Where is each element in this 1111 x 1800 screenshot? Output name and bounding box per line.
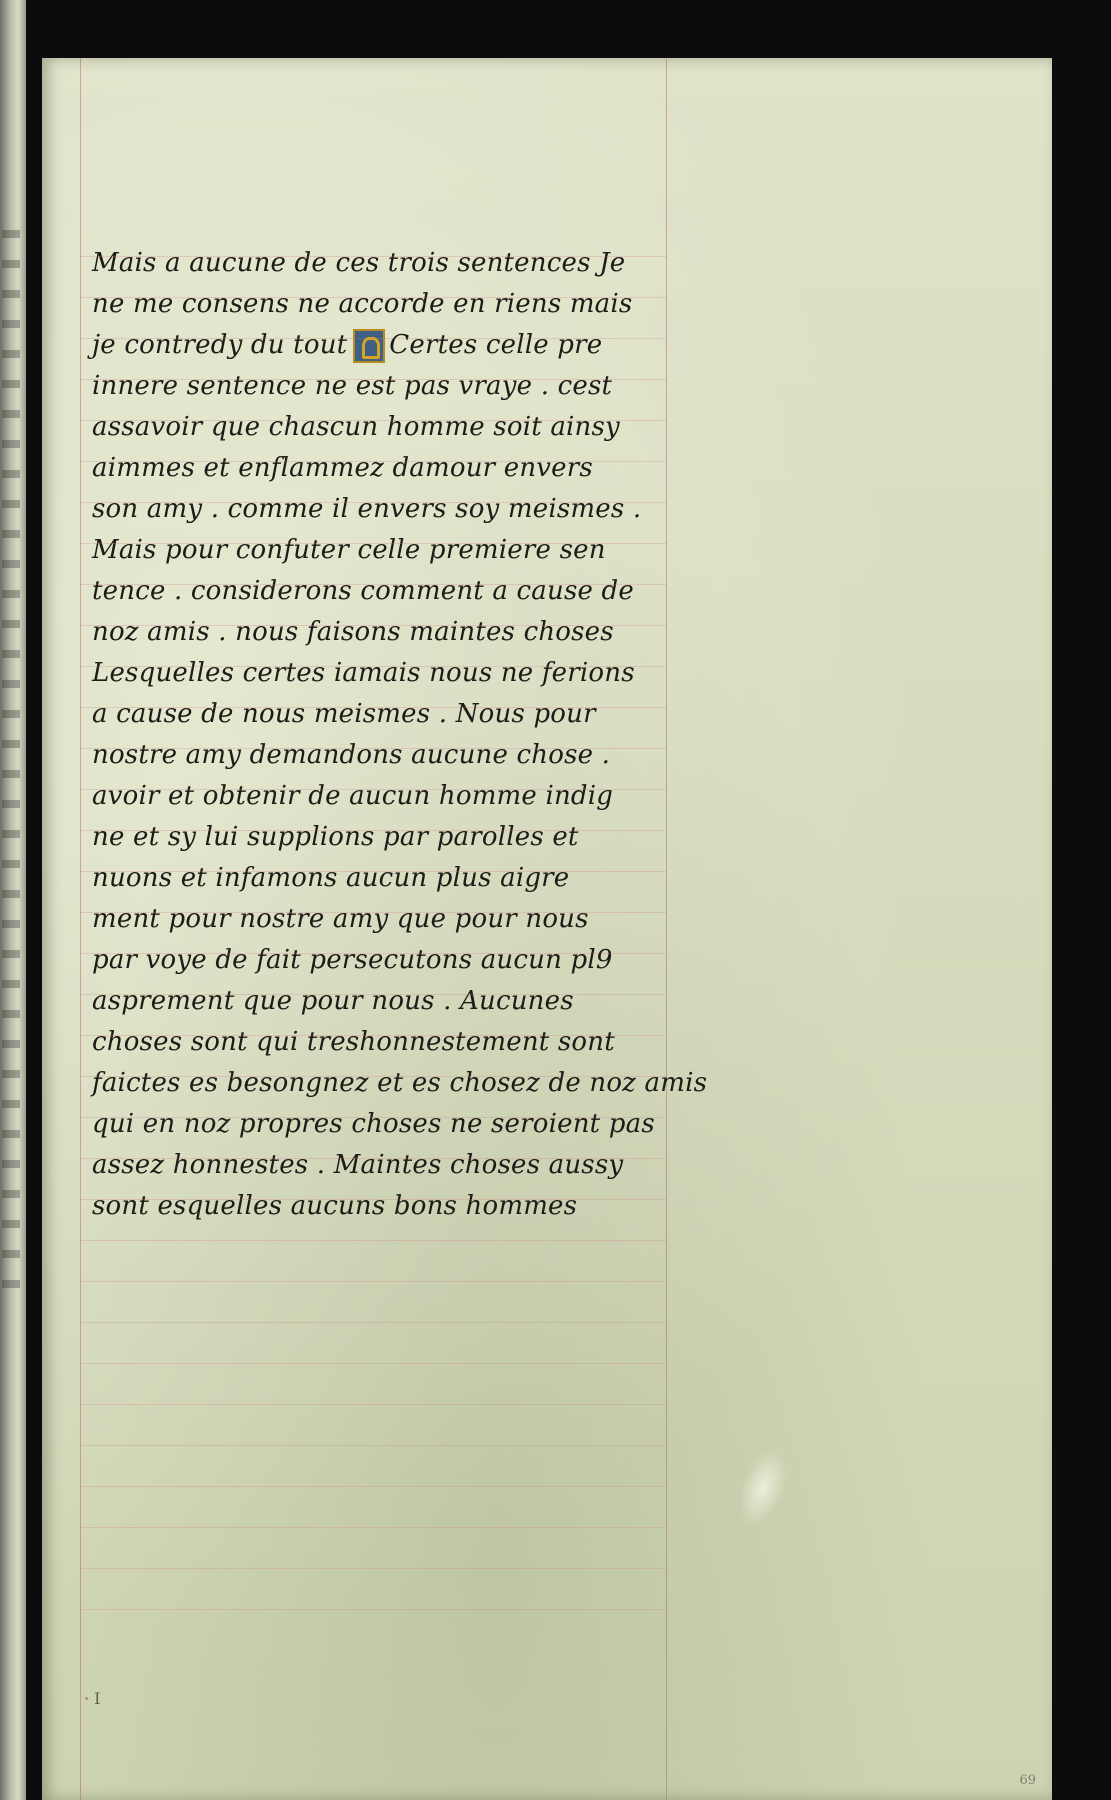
text-line: tence . considerons comment a cause de (92, 576, 634, 606)
ruling-line (80, 584, 666, 585)
ruling-line (80, 953, 666, 954)
text-line-start: je contredy du tout (92, 330, 348, 360)
ruling-line (80, 1035, 666, 1036)
text-line: sont esquelles aucuns bons hommes (92, 1191, 578, 1221)
text-line: ne et sy lui supplions par parolles et (92, 822, 579, 852)
ruling-line (80, 543, 666, 544)
ruling-line (80, 1240, 666, 1241)
text-line: assavoir que chascun homme soit ainsy (92, 412, 620, 442)
text-line: par voye de fait persecutons aucun pl9 (92, 945, 613, 975)
ruling-line (80, 1527, 666, 1528)
text-line: avoir et obtenir de aucun homme indig (92, 781, 614, 811)
text-line: son amy . comme il envers soy meismes . (92, 494, 642, 524)
text-line: ne me consens ne accorde en riens mais (92, 289, 633, 319)
parchment-stain (730, 1443, 797, 1533)
ruling-line (80, 748, 666, 749)
folio-number: 69 (1019, 1773, 1036, 1788)
text-line: noz amis . nous faisons maintes choses (92, 617, 614, 647)
text-line (92, 325, 812, 366)
ruling-line (80, 625, 666, 626)
ruling-line (80, 338, 666, 339)
text-line: asprement que pour nous . Aucunes (92, 986, 574, 1016)
ruling-line (80, 297, 666, 298)
ruling-line (80, 1117, 666, 1118)
ruling-line (80, 666, 666, 667)
ruling-left (80, 58, 81, 1800)
text-line: assez honnestes . Maintes choses aussy (92, 1150, 624, 1180)
text-line: innere sentence ne est pas vraye . cest (92, 371, 613, 401)
ruling-line (80, 1609, 666, 1610)
ruling-line (80, 502, 666, 503)
text-line: Mais pour confuter celle premiere sen (92, 535, 606, 565)
text-line: faictes es besongnez et es chosez de noz amis (92, 1068, 708, 1098)
text-line: nuons et infamons aucun plus aigre (92, 863, 570, 893)
ruling-line (80, 994, 666, 995)
text-line: aimmes et enflammez damour envers (92, 453, 593, 483)
ruling-line (80, 1076, 666, 1077)
ruling-line (80, 912, 666, 913)
ruling-line (80, 1281, 666, 1282)
ruling-line (80, 1486, 666, 1487)
text-line: nostre amy demandons aucune chose . (92, 740, 611, 770)
text-line: qui en noz propres choses ne seroient pas (92, 1109, 655, 1139)
text-line: choses sont qui treshonnestement sont (92, 1027, 615, 1057)
ruling-line (80, 379, 666, 380)
ruling-line (80, 1199, 666, 1200)
ruling-line (80, 830, 666, 831)
ruling-line (80, 420, 666, 421)
ruling-line (80, 1568, 666, 1569)
manuscript-leaf (42, 58, 1052, 1800)
ruling-line (80, 1363, 666, 1364)
ruling-line (80, 461, 666, 462)
text-line-end: Certes celle pre (389, 330, 603, 360)
text-block (92, 243, 812, 1227)
ruling-line (80, 707, 666, 708)
illuminated-initial-icon (353, 329, 385, 363)
text-line: a cause de nous meismes . Nous pour (92, 699, 596, 729)
ruling-line (80, 1445, 666, 1446)
gutter-mark: · I (84, 1689, 101, 1708)
ruling-line (80, 871, 666, 872)
ruling-line (80, 1158, 666, 1159)
text-line: ment pour nostre amy que pour nous (92, 904, 589, 934)
facing-page-text (2, 230, 20, 1310)
text-line: Lesquelles certes iamais nous ne ferions (92, 658, 635, 688)
facing-page-edge (0, 0, 26, 1800)
text-line: Mais a aucune de ces trois sentences Je (92, 248, 626, 278)
ruling-line (80, 1322, 666, 1323)
ruling-line (80, 1404, 666, 1405)
ruling-line (80, 256, 666, 257)
ruling-line (80, 789, 666, 790)
